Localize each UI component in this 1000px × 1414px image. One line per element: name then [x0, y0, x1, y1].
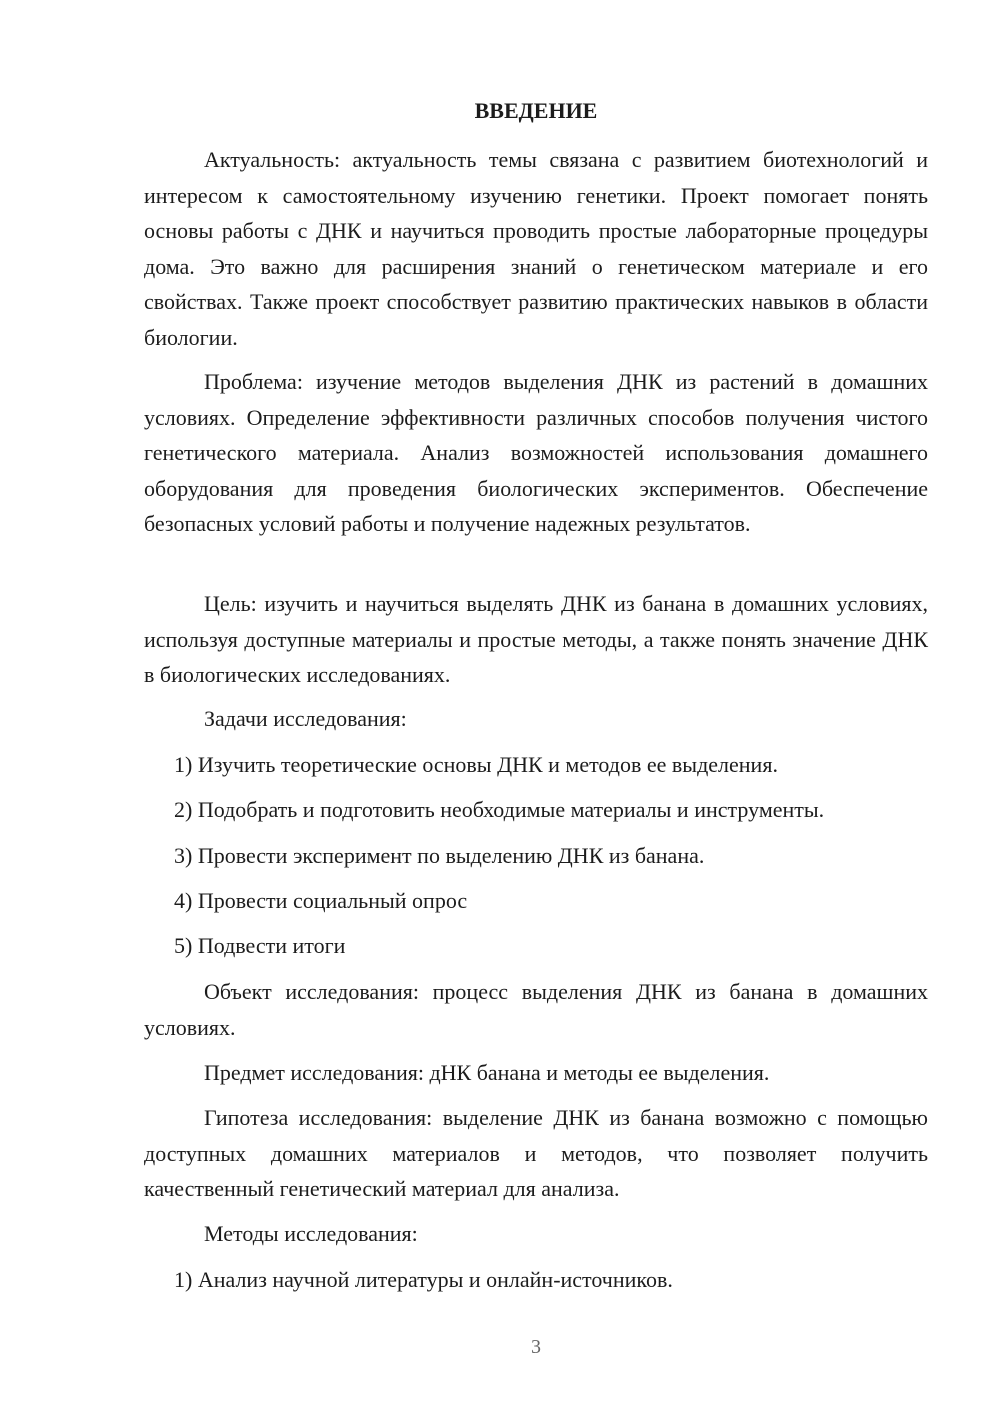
page-number: 3 — [531, 1336, 541, 1358]
hypothesis-paragraph: Гипотеза исследования: выделение ДНК из банана возможно с помощью доступных домашних материалов и методов, что позволяет получить качественный генетический материал для анализа. — [144, 1105, 928, 1201]
task-item-1: 1) Изучить теоретические основы ДНК и методов ее выделения. — [174, 752, 778, 777]
method-item-1: 1) Анализ научной литературы и онлайн-источников. — [174, 1267, 673, 1292]
methods-heading: Методы исследования: — [204, 1221, 418, 1246]
subject-paragraph: Предмет исследования: дНК банана и методы ее выделения. — [204, 1060, 770, 1085]
tasks-heading: Задачи исследования: — [204, 706, 407, 731]
problem-paragraph: Проблема: изучение методов выделения ДНК из растений в домашних условиях. Определение эффективности различных способов получения чистого генетического материала. Анализ возможностей использования домашнего оборудования для проведения биологических экспериментов. Обеспечение безопасных условий работы и получение надежных результатов. — [144, 369, 928, 536]
object-paragraph: Объект исследования: процесс выделения ДНК из банана в домашних условиях. — [144, 979, 928, 1040]
task-item-4: 4) Провести социальный опрос — [174, 888, 468, 913]
task-item-5: 5) Подвести итоги — [174, 933, 346, 958]
page-title: ВВЕДЕНИЕ — [474, 98, 598, 123]
task-item-3: 3) Провести эксперимент по выделению ДНК из банана. — [174, 843, 705, 868]
task-item-2: 2) Подобрать и подготовить необходимые материалы и инструменты. — [174, 797, 825, 822]
relevance-paragraph: Актуальность: актуальность темы связана с развитием биотехнологий и интересом к самостоятельному изучению генетики. Проект помогает понять основы работы с ДНК и научиться проводить простые лабораторные процедуры дома. Это важно для расширения знаний о генетическом материале и его свойствах. Также проект способствует развитию практических навыков в области биологии. — [144, 147, 928, 350]
goal-paragraph: Цель: изучить и научиться выделять ДНК из банана в домашних условиях, используя доступные материалы и простые методы, а также понять значение ДНК в биологических исследованиях. — [144, 591, 928, 687]
